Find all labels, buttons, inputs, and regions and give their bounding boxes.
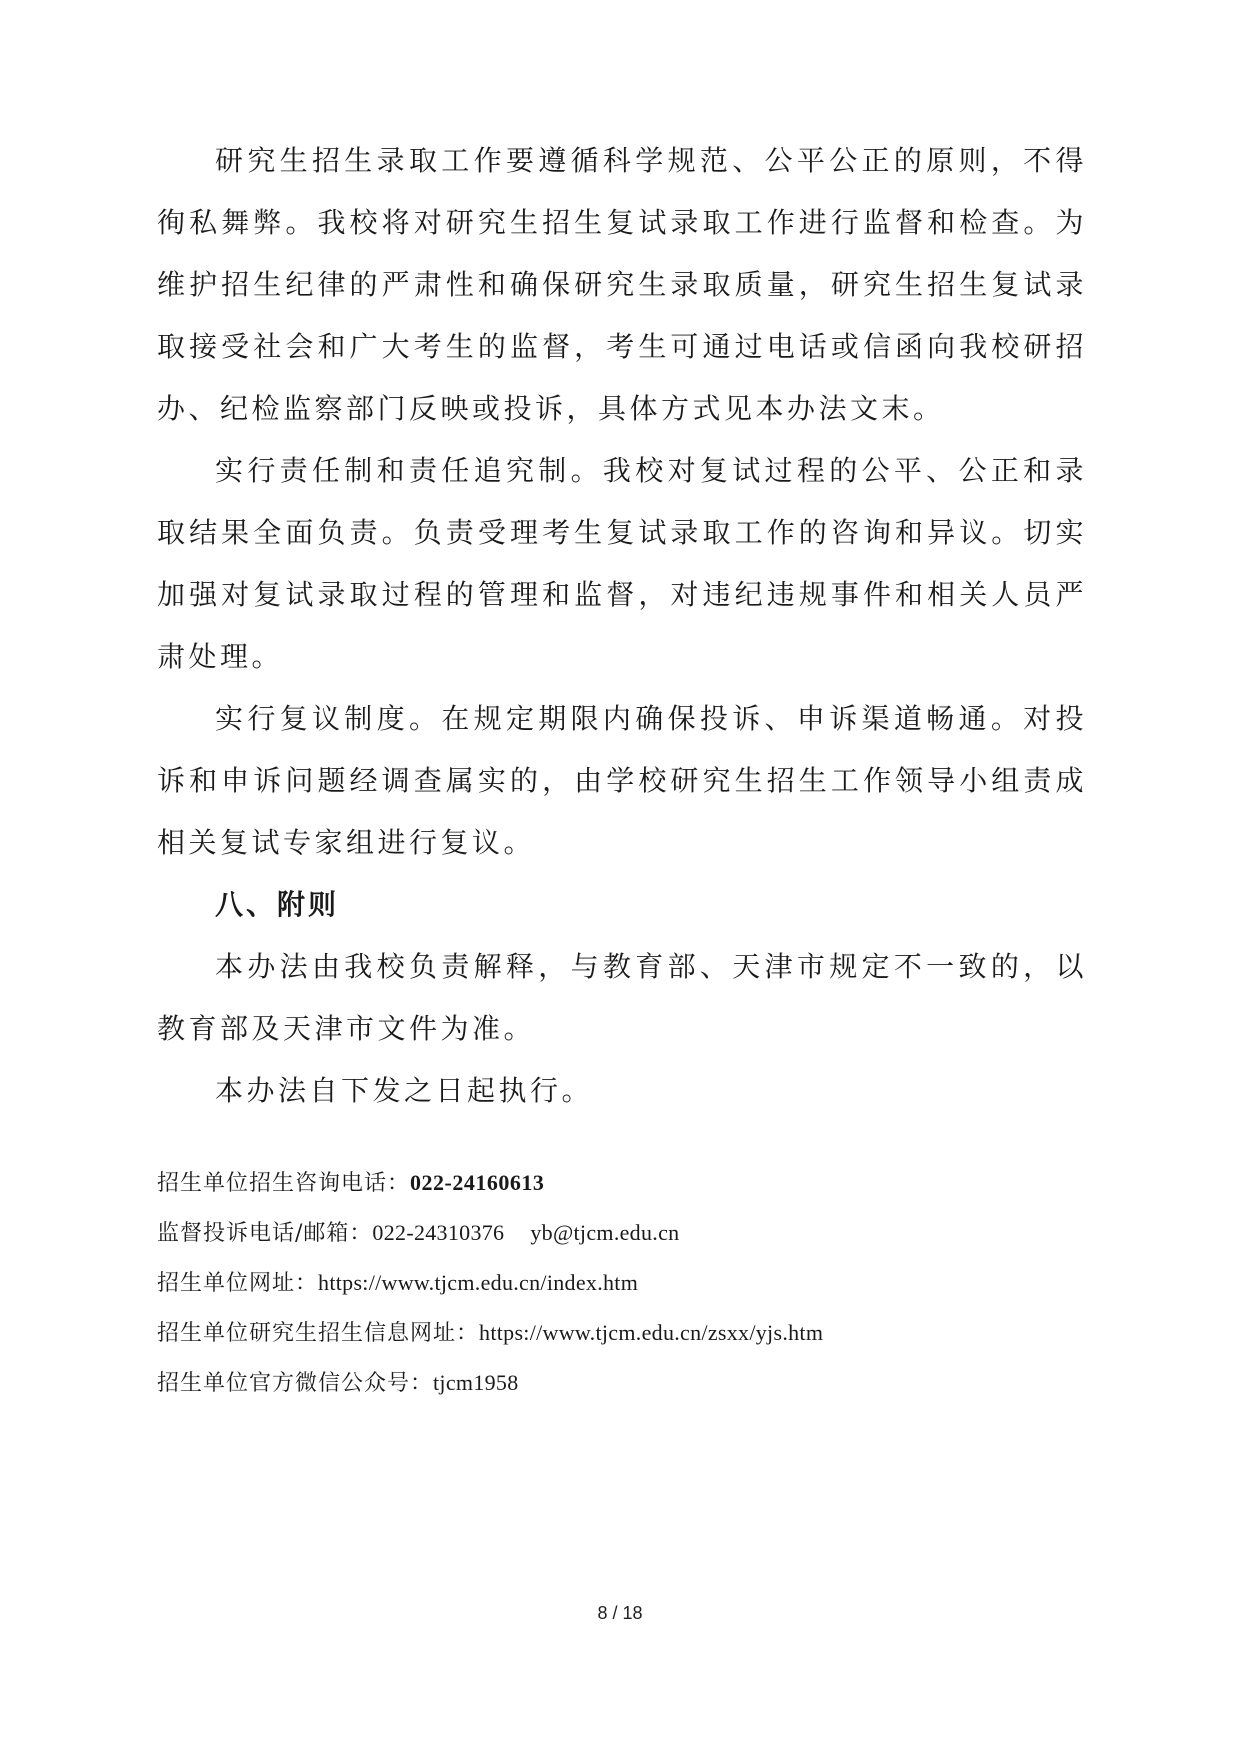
paragraph-responsibility: 实行责任制和责任追究制。我校对复试过程的公平、公正和录取结果全面负责。负责受理考生复试录取工作的咨询和异议。切实加强对复试录取过程的管理和监督，对违纪违规事件和相关人员严肃处理。 <box>157 454 1087 673</box>
paragraph-supervision: 研究生招生录取工作要遵循科学规范、公平公正的原则，不得徇私舞弊。我校将对研究生招生复试录取工作进行监督和检查。为维护招生纪律的严肃性和确保研究生录取质量，研究生招生复试录取接受社会和广大考生的监督，考生可通过电话或信函向我校研招办、纪检监察部门反映或投诉，具体方式见本办法文末。 <box>157 144 1087 425</box>
document-body <box>157 130 1087 1122</box>
contact-supervision-email[interactable]: yb@tjcm.edu.cn <box>530 1220 680 1245</box>
contact-grad-info-label: 招生单位研究生招生信息网址： <box>157 1321 480 1346</box>
contact-phone-label: 招生单位招生咨询电话： <box>157 1171 411 1196</box>
contact-wechat-value: tjcm1958 <box>433 1370 519 1395</box>
contact-website-link[interactable]: https://www.tjcm.edu.cn/index.htm <box>318 1270 639 1295</box>
paragraph-review: 实行复议制度。在规定期限内确保投诉、申诉渠道畅通。对投诉和申诉问题经调查属实的，由学校研究生招生工作领导小组责成相关复试专家组进行复议。 <box>157 702 1087 859</box>
contact-supervision-phone: 022-24310376 <box>372 1220 505 1245</box>
contact-grad-info-line <box>157 1308 1087 1358</box>
contact-website-line <box>157 1258 1087 1308</box>
contact-phone-value: 022-24160613 <box>410 1170 545 1195</box>
contact-wechat-label: 招生单位官方微信公众号： <box>157 1371 434 1396</box>
contact-grad-info-link[interactable]: https://www.tjcm.edu.cn/zsxx/yjs.htm <box>479 1320 824 1345</box>
contact-info <box>157 1158 1087 1408</box>
contact-supervision-label: 监督投诉电话/邮箱： <box>157 1221 373 1246</box>
contact-phone-line <box>157 1158 1087 1208</box>
paragraph-effective: 本办法自下发之日起执行。 <box>215 1074 594 1107</box>
page-number: 8 / 18 <box>597 1603 643 1623</box>
contact-supervision-line <box>157 1208 1087 1258</box>
section-heading-supplementary: 八、附则 <box>215 888 340 921</box>
paragraph-interpretation: 本办法由我校负责解释，与教育部、天津市规定不一致的，以教育部及天津市文件为准。 <box>157 950 1087 1045</box>
contact-wechat-line <box>157 1358 1087 1408</box>
contact-website-label: 招生单位网址： <box>157 1271 319 1296</box>
